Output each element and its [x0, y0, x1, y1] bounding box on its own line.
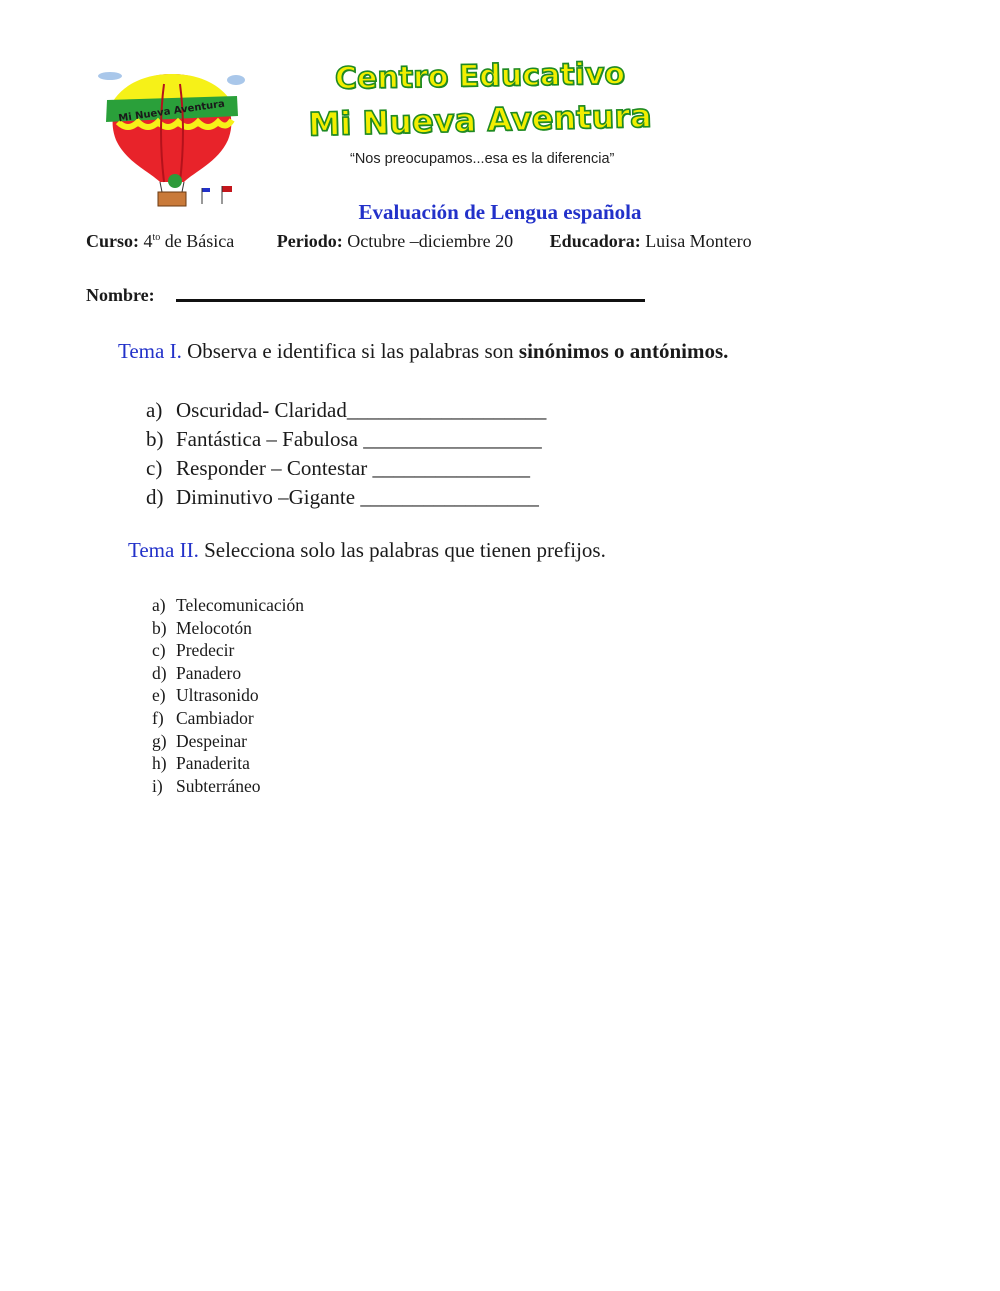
item-text: Predecir	[176, 640, 235, 661]
list-item[interactable]	[152, 730, 304, 753]
list-item[interactable]	[146, 396, 546, 425]
list-item[interactable]	[152, 662, 304, 685]
item-letter: h)	[152, 753, 167, 774]
periodo-value: Octubre –diciembre 20	[347, 231, 514, 251]
tema-2-list	[152, 594, 304, 797]
curso-value: de Básica	[164, 231, 235, 251]
list-item[interactable]	[152, 639, 304, 662]
item-text: Fantástica – Fabulosa _________________	[176, 427, 542, 451]
item-text: Subterráneo	[176, 775, 261, 796]
curso-superscript: to	[152, 232, 161, 243]
item-letter: b)	[152, 617, 167, 638]
tema-1-label: Tema I.	[118, 339, 182, 363]
list-item[interactable]	[146, 425, 546, 454]
item-letter: a)	[152, 595, 166, 615]
item-letter: c)	[146, 456, 163, 480]
list-item[interactable]	[152, 752, 304, 775]
item-text: Despeinar	[176, 730, 247, 751]
school-name	[290, 56, 670, 144]
list-item[interactable]	[152, 707, 304, 730]
item-letter: d)	[146, 485, 164, 509]
tema-2-label: Tema II.	[128, 538, 199, 562]
list-item[interactable]	[146, 454, 546, 483]
item-text: Oscuridad- Claridad___________________	[176, 398, 547, 422]
educadora-value: Luisa Montero	[645, 231, 752, 251]
item-text: Responder – Contestar _______________	[176, 456, 531, 480]
school-name-line1: Centro Educativo	[334, 56, 626, 97]
tema-1-list	[146, 396, 546, 512]
item-text: Telecomunicación	[176, 595, 305, 615]
tema-1-bold: sinónimos o antónimos.	[518, 339, 729, 363]
item-letter: g)	[152, 730, 167, 751]
item-text: Diminutivo –Gigante _________________	[176, 485, 539, 509]
tema-2-heading	[128, 538, 606, 563]
item-text: Panadero	[176, 662, 242, 683]
list-item[interactable]	[152, 594, 304, 617]
tema-1-text: Observa e identifica si las palabras son	[187, 339, 514, 363]
item-text: Cambiador	[176, 707, 254, 728]
periodo-label: Periodo:	[276, 231, 343, 251]
school-name-line2: Mi Nueva Aventura	[307, 96, 653, 144]
curso-number: 4	[143, 231, 153, 251]
info-row	[86, 231, 752, 252]
item-text: Ultrasonido	[176, 685, 259, 706]
list-item[interactable]	[152, 617, 304, 640]
list-item[interactable]	[146, 483, 546, 512]
item-letter: c)	[152, 640, 166, 661]
item-letter: d)	[152, 662, 167, 683]
tema-2-text: Selecciona solo las palabras que tienen prefijos.	[204, 538, 606, 562]
educadora-label: Educadora:	[549, 231, 641, 251]
list-item[interactable]	[152, 684, 304, 707]
item-letter: e)	[152, 685, 166, 706]
tema-1-heading	[118, 339, 728, 364]
item-text: Panaderita	[176, 753, 250, 774]
curso-label: Curso:	[86, 231, 139, 251]
item-text: Melocotón	[176, 617, 252, 638]
evaluation-title: Evaluación de Lengua española	[358, 200, 642, 224]
logo-banner	[98, 70, 246, 210]
nombre-answer-line[interactable]	[176, 299, 645, 302]
list-item[interactable]	[152, 775, 304, 798]
item-letter: b)	[146, 427, 164, 451]
item-letter: a)	[146, 398, 163, 422]
item-letter: f)	[152, 707, 164, 728]
item-letter: i)	[152, 775, 163, 796]
logo-text: Mi Nueva Aventura	[117, 98, 226, 125]
school-motto: “Nos preocupamos...esa es la diferencia”	[350, 151, 615, 167]
nombre-label: Nombre:	[86, 285, 155, 305]
